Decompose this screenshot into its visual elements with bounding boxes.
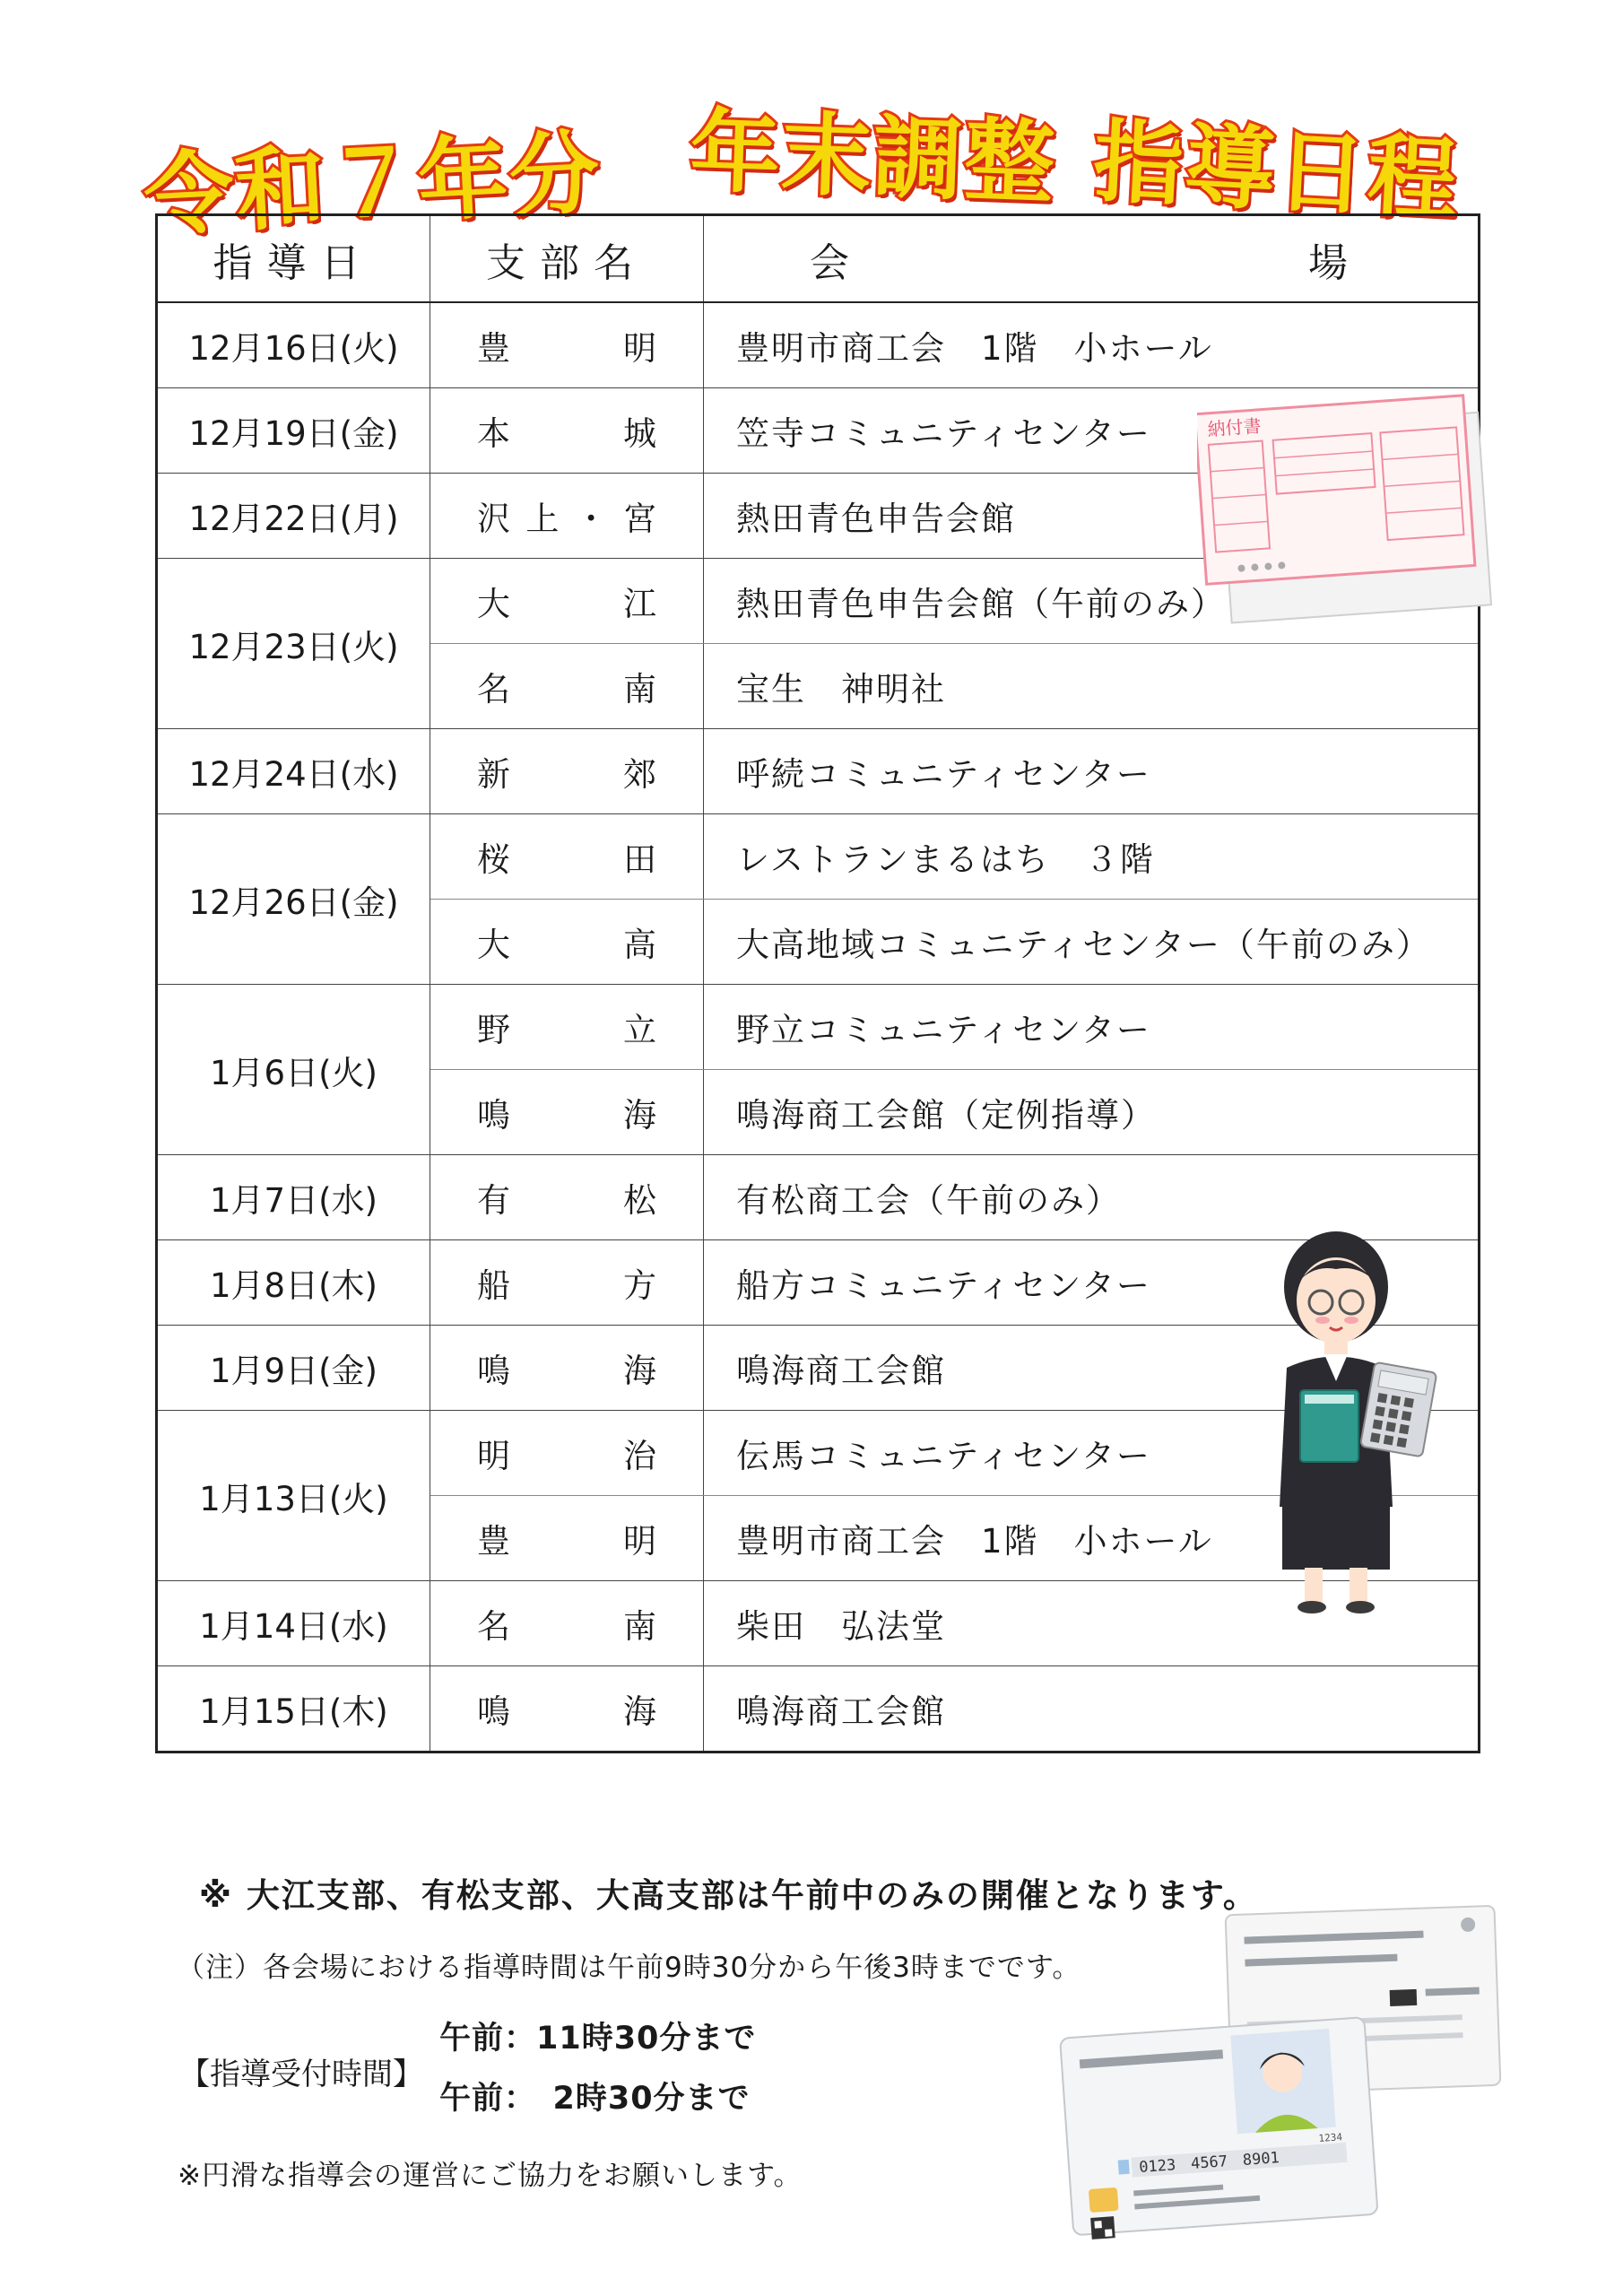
venue-cell: 熱田青色申告会館 xyxy=(704,474,1480,559)
title-part-1: 令和７年分 xyxy=(141,119,604,249)
branch-cell: 鳴海 xyxy=(430,1070,704,1155)
date-cell: 12月26日(金) xyxy=(157,814,430,985)
venue-cell: 呼続コミュニティセンター xyxy=(704,729,1480,814)
page-title xyxy=(135,85,1480,249)
card-number: 0123 4567 8901 xyxy=(1138,2149,1280,2178)
venue-cell: 豊明市商工会 1階 小ホール xyxy=(704,1496,1480,1581)
date-cell: 1月13日(火) xyxy=(157,1411,430,1581)
reception-hours-1: 午前：11時30分まで xyxy=(439,2021,757,2057)
venue-cell: 熱田青色申告会館（午前のみ） xyxy=(704,559,1480,644)
branch-cell: 大高 xyxy=(430,900,704,985)
table-row xyxy=(157,1666,1480,1752)
table-row xyxy=(157,985,1480,1070)
branch-cell: 名南 xyxy=(430,644,704,729)
venue-cell: レストランまるはち ３階 xyxy=(704,814,1480,900)
branch-cell: 船方 xyxy=(430,1240,704,1326)
branch-cell: 桜田 xyxy=(430,814,704,900)
venue-cell: 鳴海商工会館 xyxy=(704,1326,1480,1411)
header-branch: 支部名 xyxy=(430,215,704,303)
venue-cell: 船方コミュニティセンター xyxy=(704,1240,1480,1326)
venue-cell: 柴田 弘法堂 xyxy=(704,1581,1480,1666)
date-cell: 1月14日(水) xyxy=(157,1581,430,1666)
venue-cell: 鳴海商工会館（定例指導） xyxy=(704,1070,1480,1155)
branch-cell: 大江 xyxy=(430,559,704,644)
date-cell: 12月23日(火) xyxy=(157,559,430,729)
branch-cell: 名南 xyxy=(430,1581,704,1666)
branch-cell: 本城 xyxy=(430,388,704,474)
note-hours: （注）各会場における指導時間は午前9時30分から午後3時までです。 xyxy=(177,1952,1081,1984)
date-cell: 1月9日(金) xyxy=(157,1326,430,1411)
date-cell: 1月7日(水) xyxy=(157,1155,430,1240)
note-morning-only: ※ 大江支部、有松支部、大高支部は午前中のみの開催となります。 xyxy=(199,1876,1258,1915)
title-part-2: 年末調整 xyxy=(688,98,1058,217)
title-part-3: 指導日程 xyxy=(1090,109,1462,233)
date-cell: 1月6日(火) xyxy=(157,985,430,1155)
branch-cell: 野立 xyxy=(430,985,704,1070)
date-cell: 1月8日(木) xyxy=(157,1240,430,1326)
venue-cell: 伝馬コミュニティセンター xyxy=(704,1411,1480,1496)
date-cell: 12月24日(水) xyxy=(157,729,430,814)
branch-cell: 新郊 xyxy=(430,729,704,814)
id-card-illustration xyxy=(1049,1892,1515,2269)
date-cell: 1月15日(木) xyxy=(157,1666,430,1752)
branch-cell: 沢上・宮 xyxy=(430,474,704,559)
venue-cell: 宝生 神明社 xyxy=(704,644,1480,729)
branch-cell: 有松 xyxy=(430,1155,704,1240)
woman-calculator-illustration xyxy=(1251,1220,1466,1614)
card-small-number: 1234 xyxy=(1318,2131,1343,2144)
venue-cell: 野立コミュニティセンター xyxy=(704,985,1480,1070)
tax-form-illustration xyxy=(1197,386,1502,628)
branch-cell: 豊明 xyxy=(430,1496,704,1581)
venue-cell: 鳴海商工会館 xyxy=(704,1666,1480,1752)
date-cell: 12月19日(金) xyxy=(157,388,430,474)
venue-cell: 大高地域コミュニティセンター（午前のみ） xyxy=(704,900,1480,985)
branch-cell: 明治 xyxy=(430,1411,704,1496)
reception-hours-label: 【指導受付時間】 xyxy=(179,2057,423,2092)
date-cell: 12月16日(火) xyxy=(157,302,430,388)
header-date: 指導日 xyxy=(157,215,430,303)
date-cell: 12月22日(月) xyxy=(157,474,430,559)
table-row xyxy=(157,814,1480,900)
venue-cell: 豊明市商工会 1階 小ホール xyxy=(704,302,1480,388)
table-row xyxy=(157,729,1480,814)
venue-cell: 有松商工会（午前のみ） xyxy=(704,1155,1480,1240)
branch-cell: 豊明 xyxy=(430,302,704,388)
venue-cell: 笠寺コミュニティセンター xyxy=(704,388,1480,474)
reception-hours-2: 午前： 2時30分まで xyxy=(439,2081,751,2117)
branch-cell: 鳴海 xyxy=(430,1326,704,1411)
branch-cell: 鳴海 xyxy=(430,1666,704,1752)
note-cooperation: ※円滑な指導会の運営にご協力をお願いします。 xyxy=(178,2160,803,2192)
header-venue: 会 場 xyxy=(704,215,1480,303)
table-header-row xyxy=(157,215,1480,303)
tax-form-label: 納付書 xyxy=(1206,414,1263,440)
table-row xyxy=(157,302,1480,388)
